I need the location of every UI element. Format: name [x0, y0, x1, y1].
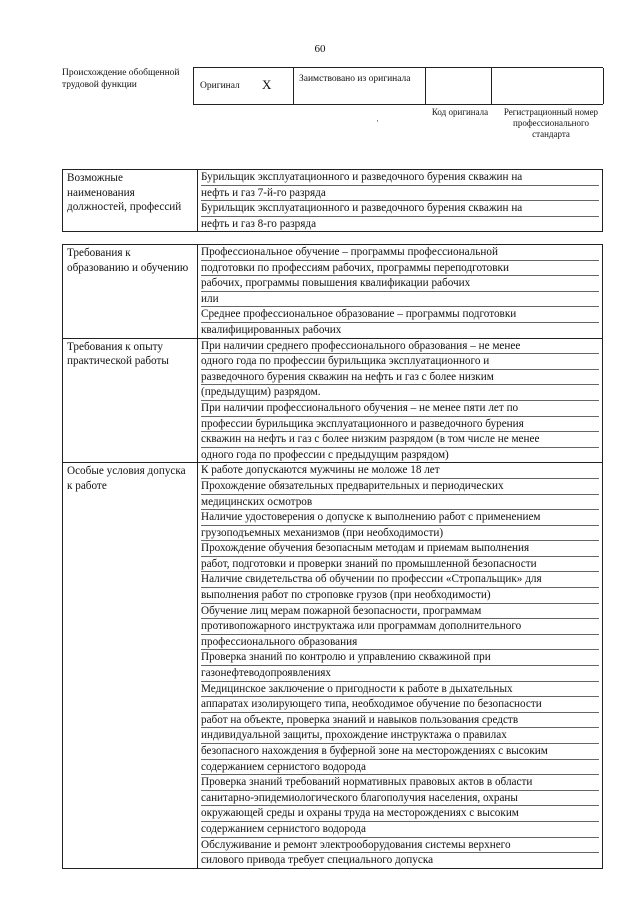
- requirement-label: Требования к образованию и обучению: [63, 245, 198, 339]
- text-line: индивидуальной защиты, прохождение инструктажа о правилах: [201, 728, 599, 744]
- text-line: Прохождение обязательных предварительных и периодических: [201, 479, 599, 495]
- positions-table: [62, 169, 603, 232]
- requirements-table: [62, 244, 603, 869]
- text-line: К работе допускаются мужчины не моложе 18 лет: [201, 463, 599, 479]
- text-line: Медицинское заключение о пригодности к работе в дыхательных: [201, 682, 599, 698]
- text-line: При наличии профессионального обучения – не менее пяти лет по: [201, 401, 599, 417]
- text-line: Обслуживание и ремонт электрооборудования системы верхнего: [201, 838, 599, 854]
- text-line: силового привода требует специального допуска: [201, 854, 434, 867]
- original-label: Оригинал: [200, 81, 240, 91]
- text-line: одного года по профессии бурильщика эксплуатационного и: [201, 354, 599, 370]
- text-line: безопасного нахождения в буферной зоне на месторождениях с высоким: [201, 744, 599, 760]
- page-number: 60: [314, 43, 326, 55]
- borrowed-cell: [294, 68, 426, 104]
- table-row: [63, 463, 603, 868]
- positions-label: Возможные наименования должностей, профессий: [63, 170, 198, 232]
- text-line: профессии бурильщика эксплуатационного и разведочного бурения: [201, 417, 599, 433]
- text-line: содержанием сернистого водорода: [201, 760, 599, 776]
- text-line: При наличии среднего профессионального образования – не менее: [201, 339, 599, 355]
- text-line: аппаратах изолирующего типа, необходимое обучение по безопасности: [201, 697, 599, 713]
- text-line: профессионального образования: [201, 635, 599, 651]
- dot-mark: ·: [376, 116, 379, 126]
- requirement-label: Требования к опыту практической работы: [63, 338, 198, 463]
- text-line: Прохождение обучения безопасным методам и приемам выполнения: [201, 541, 599, 557]
- original-cell: [194, 68, 294, 104]
- text-line: или: [201, 292, 599, 308]
- text-line: Среднее профессиональное образование – программы подготовки: [201, 307, 599, 323]
- text-line: нефть и газ 8-го разряда: [201, 217, 317, 230]
- text-line: подготовки по профессиям рабочих, программы переподготовки: [201, 261, 599, 277]
- origin-label: Происхождение обобщенной трудовой функции: [62, 68, 180, 90]
- text-line: нефть и газ 7-й-го разряда: [201, 186, 599, 202]
- borrowed-label: Заимствовано из оригинала: [299, 74, 411, 84]
- text-line: Наличие удостоверения о допуске к выполнению работ с применением: [201, 510, 599, 526]
- text-line: выполнения работ по строповке грузов (при необходимости): [201, 588, 599, 604]
- text-line: Обучение лиц мерам пожарной безопасности, программам: [201, 604, 599, 620]
- original-mark: X: [262, 77, 272, 92]
- requirement-content: [198, 338, 603, 463]
- text-line: скважин на нефть и газ с более низким разрядом (в том числе не менее: [201, 432, 599, 448]
- text-line: противопожарного инструктажа или программам дополнительного: [201, 619, 599, 635]
- text-line: газонефтеводопроявлениях: [201, 666, 599, 682]
- requirement-label: Особые условия допуска к работе: [63, 463, 198, 868]
- text-line: Бурильщик эксплуатационного и разведочного бурения скважин на: [201, 170, 599, 186]
- table-row: [63, 170, 603, 232]
- table-row: [63, 245, 603, 339]
- text-line: грузоподъемных механизмов (при необходимости): [201, 526, 599, 542]
- text-line: окружающей среды и охраны труда на месторождениях с высоким: [201, 806, 599, 822]
- reg-number-cell: [492, 68, 604, 104]
- text-line: Профессиональное обучение – программы профессиональной: [201, 245, 599, 261]
- text-line: медицинских осмотров: [201, 495, 599, 511]
- requirement-content: [198, 463, 603, 868]
- requirement-content: [198, 245, 603, 339]
- text-line: Проверка знаний по контролю и управлению скважиной при: [201, 650, 599, 666]
- text-line: санитарно-эпидемиологического благополучия населения, охраны: [201, 791, 599, 807]
- reg-caption: Регистрационный номер профессионального стандарта: [503, 107, 599, 139]
- text-line: Наличие свидетельства об обучении по профессии «Стропальщик» для: [201, 572, 599, 588]
- text-line: Проверка знаний требований нормативных правовых актов в области: [201, 775, 599, 791]
- text-line: работ, подготовки и проверки знаний по промышленной безопасности: [201, 557, 599, 573]
- text-line: Бурильщик эксплуатационного и разведочного бурения скважин на: [201, 201, 599, 217]
- code-caption: Код оригинала: [431, 107, 489, 117]
- text-line: рабочих, программы повышения квалификации рабочих: [201, 276, 599, 292]
- table-row: [63, 338, 603, 463]
- positions-content: [198, 170, 603, 232]
- text-line: содержанием сернистого водорода: [201, 822, 599, 838]
- text-line: квалифицированных рабочих: [201, 323, 342, 336]
- code-cell: [426, 68, 492, 104]
- text-line: разведочного бурения скважин на нефть и газ с более низким: [201, 370, 599, 386]
- text-line: работ на объекте, проверка знаний и навыков пользования средств: [201, 713, 599, 729]
- text-line: (предыдущим) разрядом.: [201, 385, 599, 401]
- origin-table: [193, 67, 603, 105]
- text-line: одного года по профессии с предыдущим разрядом): [201, 448, 449, 461]
